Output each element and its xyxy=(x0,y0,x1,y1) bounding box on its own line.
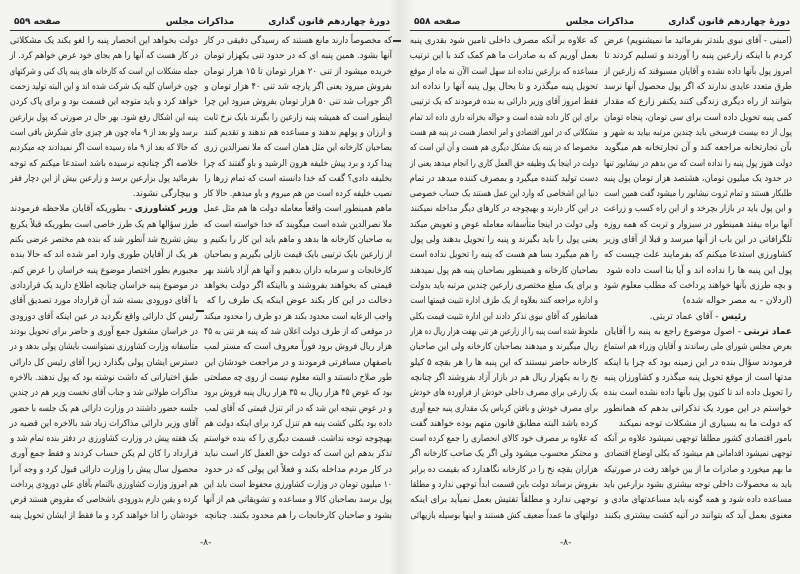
text-line xyxy=(604,312,792,323)
text-line: کارخانجات و سرمایه داران بدهیم و آنها هم آزاد باشند بهر xyxy=(203,265,392,276)
text-line: خواهد کرد و باید متوجه این قسمت بود و برای پاک کردن xyxy=(9,97,198,108)
speaker-name: وزیر کشاورزی xyxy=(134,204,198,215)
speaker-name: عماد تربتی xyxy=(743,326,792,337)
text-line: که علاوه بر آنکه مصرف داخلی تامین شود بقدری پنبه xyxy=(409,36,598,46)
text-line: پنبه این اشکال رفع شود. بهر حال در صورتی که پول بزارعین xyxy=(9,112,198,123)
text-line: ریال میگیرند و میدهند بصاحبان کارخانه ولی این صاحبان xyxy=(409,342,598,353)
text-line: آنها بشود. همین پنبه ای که در حدود تنی یکهزار تومان xyxy=(204,51,392,62)
text-line: اینطور است که همیشه پنبه زارعین را بگیرند بایک نرخ ثابت xyxy=(203,112,392,123)
text-line: برسد ولو بعد از ۹ ماه چون هر چیزی جای شکرش باقی است xyxy=(9,127,198,138)
text-line: خودشان را ادا خواهند کرد و ما فقط از ایشان تحویل پنبه xyxy=(9,510,199,521)
text-line: کشاورزی استدعا میکنم که بفرمایند علت چیست که xyxy=(603,250,792,261)
speaker-name: رئیس xyxy=(721,311,747,322)
text-line: فرمودند سؤال بنده در این زمینه بود که چرا با اینکه xyxy=(603,357,792,368)
text-line: ماهم همینطور است واقعاً معامله دولت ها هم مثل عمل xyxy=(203,204,392,215)
text-line: در کار مردم مداخله بکند و فعلاً این پولی که در حدود xyxy=(204,464,392,475)
text-line: ملحوظ شده است پنبه را از زارعین هر تنی بهفت هزار ریال ده هزار xyxy=(410,326,598,337)
text-line: در خراسان مشغول جمع آوری و حاضر برای تحویل بودند xyxy=(9,326,198,337)
text-line: واجب الرعایه است محدود بکند هر دو طرف را محدود میکند xyxy=(203,311,392,322)
session-title: دورهٔ چهاردهم قانون گذاری xyxy=(668,17,790,27)
text-line: هزاران بقچه نخ را در کارخانه نگاهدارد که بقیمت ده برابر xyxy=(409,464,598,475)
text-line: همانطور که آقای نبوی تذکر دادند این اداره تثبیت قیمت بکلی xyxy=(409,311,598,322)
text-line: خواستم در این مورد یک تذکراتی بدهم که همانطور xyxy=(603,403,792,414)
running-title: مذاکرات مجلس xyxy=(565,17,635,27)
text-line: و بچه طرزی بآنها خواهند پرداخت که مطلب معلوم شود xyxy=(603,281,792,291)
text-line: هم امروز وزارت کشاورزی بالتمام بآقای علی دورودی پرداخت xyxy=(10,480,198,491)
text-line: توجهی نمیشود اقداماتی هم میشود که بکلی اوضاع اقتصادی xyxy=(604,449,792,460)
text-column-right xyxy=(604,36,792,522)
text-line: پول از ده بیست فرسخی باید چندین مرتبه بیاید به شهر و xyxy=(603,127,792,138)
text-line: کردم با اینکه زارعین پنبه را آوردند و تسلیم کردند تا xyxy=(604,51,792,62)
text-line: که مخصوصاً دارند مانع هستند که رسیدگی دقیقی در کار xyxy=(203,36,392,46)
text-line: کمی پنبه تحویل داده است برای سی تومان، پنجاه تومان xyxy=(603,112,792,123)
text-line: توجهی ندارد و مطلقاً تفتیش بعمل نمیآید برای اینکه xyxy=(410,495,598,506)
text-line: دست تولید کننده میگیرد و بمصرف کننده میدهد در تمام xyxy=(409,173,598,184)
text-line: بهیچوجه توجه نداشت. قسمت دیگری را که بنده خواستم xyxy=(203,434,392,445)
text-line: محصول سال پیش را وزارت دارائی قبول کرد و وجه آنرا xyxy=(9,464,198,475)
text-line: طرز سؤالها هم یک طرز خاصی است بطوریکه قبلاً یکربع xyxy=(10,219,198,230)
text-line: تحویل پنبه میگذرد و تا بحال پول پنبه آنها را نداده اند xyxy=(410,81,598,92)
text-column-left xyxy=(410,36,598,522)
text-line: ۱۰ میلیون تومان در وزارت کشاورزی محفوظ است باید این xyxy=(203,480,392,491)
text-line: باید به محصولات داخلی توجه بیشتری بشود بزارعین باید xyxy=(603,480,792,491)
text-line: ملا نصرالدین شده است میگویند که خدا خواسته است که xyxy=(203,219,392,230)
text-line: بفروش برساند دولت باین قسمت ابداً توجهی ندارد و مطلقا xyxy=(410,480,598,491)
text-line: و در عوض نتیجه این شد که در اثر تنزل قیمتی که آقای لمب xyxy=(204,403,392,414)
text-line: (امینی - آقای نبوی بلندتر بفرمائید ما نمیشنویم) عرض xyxy=(604,36,792,46)
page-footer: -۸- xyxy=(200,538,212,548)
text-line: بفرمائید پول بزارعین برسد و زارعین بیش از این دچار فقر xyxy=(9,173,199,184)
text-line: تلگرافاتی در این باب از آنها میرسد و قبلا از آقای وزیر xyxy=(603,235,792,246)
text-line: و این پول باید در بازار بچرخد و از این راه کسب و زراعت xyxy=(603,204,792,215)
text-line: مذاکرات طولانی شد و جناب آقای نخست وزیر هم در چندین xyxy=(9,388,198,399)
text-line: آقای وزیر دارائی مذاکرات زیاد شد بالاخره این قضیه در xyxy=(9,418,198,429)
text-line: رئیس کل دارائی واقع نگردید در عین اینکه آقای دورودی xyxy=(9,311,199,322)
session-title: دورهٔ چهاردهم قانون گذاری xyxy=(268,17,390,27)
text-line: بآن تجارتخانه مراجعه کند و آن تجارتخانه هم میگوید xyxy=(604,143,792,154)
text-line: در حدود یک میلیون تومان، هشتصد هزار تومان پول پنبه xyxy=(603,173,792,184)
text-line: خلاصه اگر چنانچه نرسیده باشد استدعا میکنم که توجه xyxy=(9,158,198,169)
text-line: بعرض مجلس شورای ملی رساندند و آقایان وزراء هم استماع xyxy=(603,342,792,353)
text-line xyxy=(605,327,792,338)
text-line: هر یک از آقایان طوری وارد امر شده اند که حالا بنده xyxy=(10,250,198,261)
text-line: جمله مشکلات این است که کارخانه های پنبه پاک کنی و شرکتهای xyxy=(9,66,198,77)
text-line: قرارداد را کان لم یکن حساب کردند و فقط جمع آوری xyxy=(10,449,199,460)
text-line: طبق اختیاراتی که داشت نوشته بود که پول ندهند. بالاخره xyxy=(9,372,198,383)
text-line: بتوانند از راه دیگری زندگی کنند یکنفر زارع که مقدار xyxy=(603,97,792,108)
text-line: ولی دولت در اینجا متأسفانه معامله عوض و تعویض میکند xyxy=(409,219,598,230)
text-line: کرده و یقین دارم بدورودی باشخاصی که مقروض هستند قرض xyxy=(10,495,199,506)
text-line: با آقای دورودی بسته شد آن قرارداد مورد تصدیق آقای xyxy=(9,296,199,307)
text-line: به صاحبان کارخانه ها بدهد و ماهم باید این کار را بکنیم و xyxy=(203,235,392,246)
text-line: کارخانه حاضر نیستند که این پنبه ها را هر بقچه ۵ کیلو xyxy=(410,357,598,368)
text-line: (اردلان - به مصر حواله شده) xyxy=(682,296,792,307)
text-line: دولت بخواهد این انحصار پنبه را لغو بکند یک مشکلاتی xyxy=(9,36,199,46)
text-line: برای مصرف خودش و بافتن کرباس یک مقداری پنبه جمع آوری xyxy=(410,403,598,414)
text-line: نصیب خلیفه کرده است من هم میروم و باو میدهم. حالا کار xyxy=(203,189,392,200)
text-line: برای این کار داده شده است و حواله بخزانه داری داده اند تمام xyxy=(409,112,598,123)
margin-mark xyxy=(196,310,204,312)
speech-text: - آقای عماد تربتی. xyxy=(649,311,722,322)
text-line: مجبورم بطور اختصار موضوع پنبه خراسان را عرض کنم. xyxy=(9,265,198,276)
text-line: طرق متعدد عایدی ندارند که اگر پول محصول آنها نرسد xyxy=(604,81,792,92)
text-line: یعنی پول را باید بگیرند و پنبه را تحویل بدهند ولی پول xyxy=(410,235,598,246)
text-line: که حالا که بعد از ۹ ماه رسیده است اگر نمیدادند چه میکردیم xyxy=(9,143,198,154)
page-558 xyxy=(400,0,800,574)
text-line: و بیچارگی نشوند. xyxy=(132,189,198,200)
text-line: دنیا این اشخاصی که وارد این عمل هستند یک حساب خصوصی xyxy=(409,189,598,200)
text-line: اگر جوراب شد تنی ۵۰ هزار تومان بفروش میرود این چرا xyxy=(204,97,392,108)
text-line: بصاحبان کارخانه و همینطور بصاحبان پنبه هم پول نمیدهند xyxy=(410,265,598,276)
text-line: دولتهای ما عمداً ضعیف کش هستند و اینها بوسیله بازیهائی xyxy=(410,510,598,521)
page-footer: -۸- xyxy=(560,538,572,548)
text-line: در کار هست که آنها را هم بجای خود عرض خواهم کرد. از xyxy=(9,51,198,62)
text-line: دخالت در این کار بکند عوض اینکه یک طرف را که xyxy=(206,296,392,307)
text-line: و محتکر محسوب میشود ولی اگر یک صاحب کارخانه اگر xyxy=(410,449,598,460)
text-line: بود که عوض ۴۵ هزار ریال به ۳۵ هزار ریال پنبه فروش برود xyxy=(204,388,392,399)
text-line: بعمل آوریم که به صادرات ما هم کمک کند با این ترتیب xyxy=(409,51,598,62)
text-line: قیمتی که بخواهند بفروشند و بااینکه اگر دولت بخواهد xyxy=(203,281,392,291)
text-line: فقط امروز آقای وزیر دارائی به بنده فرمودند که یک ترتیبی xyxy=(410,97,598,108)
text-line: که علاوه بر مصرف خود کالای انحصاری را جمع کرده است xyxy=(409,434,598,445)
text-line: ما بهم میخورد و صادرات ما از بین خواهد رفت در صورتیکه xyxy=(603,464,792,475)
text-line: بصاحبان کارخانه این مثل همان است که ملا نصرالدین زری xyxy=(203,143,392,154)
text-line: باصفهان مسافرتی فرمودند و در مراجعت خودشان این xyxy=(204,357,392,368)
text-line: معنوی بعمل آید که بتوانند در آتیه کشت بیشتری بکنند xyxy=(604,510,792,521)
text-line: طلبکار هستند و تمام ثروت نیشابور را میشود گفت همین است xyxy=(604,189,792,200)
page-number: صفحه ۵۵۹ xyxy=(14,17,61,27)
text-line: بامور اقتصادی کشور مطلقا توجهی نمیشود علاوه بر آنکه xyxy=(603,434,792,445)
text-line: از زارعین بایک ترتیبی بایک قیمت نازلی بگیریم و بصاحبان xyxy=(204,250,392,261)
text-line: داده بود بکلی کشت پنبه هم تنزل کرد برای اینکه دولت هم xyxy=(204,418,392,429)
text-line: و اداره مراجعه کنند بعلاوه از یک طرف اداره تثبیت قیمتها است xyxy=(410,296,598,307)
text-line: دولت در اینجا یک وظیفه حق العمل کاری را انجام میدهد یعنی از xyxy=(410,158,598,169)
text-line: را تحویل داده اند تا کنون پول بآنها داده نشده است بنده xyxy=(603,388,792,399)
text-line: هزار ریال فروش برود فوراً معروف است که مستر لمب xyxy=(204,342,392,353)
text-line: پول برسد بصاحبان کالا و مساعده و تشویقاتی هم از آنها xyxy=(203,495,392,506)
text-line: یک هفته پیش در وزارت کشاورزی در دفتر بنده تمام شد و xyxy=(10,434,198,445)
text-line: که دولت ما به بسیاری از مشکلات توجه نمیکند xyxy=(618,418,792,429)
margin-mark xyxy=(393,40,401,42)
text-line: مساعده که بزارعین نداده اند سهل است الآن نه ماه از موقع xyxy=(409,66,598,77)
text-line: جلسه حضور داشتند در وزارت دارائی هم یک جلسه با حضور xyxy=(10,403,199,414)
text-line: بخلیفه دادی؟ گفت که خدا دانسته است که تمام زرها را xyxy=(204,173,392,184)
text-line: آنها براه بیفتد همینطور در سبزوار و تربت که همه روزه xyxy=(604,219,792,230)
running-title: مذاکرات مجلس xyxy=(165,17,235,27)
text-line: چون خراسان کلیه یک شرکت شده اند و این البته تولید زحمت xyxy=(10,81,199,92)
text-line: در این کار دارند و بهیچوجه در کارهای دیگر مداخله نمیکنند xyxy=(410,204,598,215)
text-line: نخ را به یکهزار ریال هم در بازار آزاد بفروشند اگر چنانچه xyxy=(410,372,598,383)
speech-text: - بطوریکه آقایان ملاحظه فرمودند xyxy=(10,204,135,215)
text-line: امروز پول بآنها داده نشده و آقایان مسبوقند که زارعین از xyxy=(603,66,792,77)
text-line: پول این پنبه ها را نداده اند و آیا بنا است داده شود xyxy=(606,265,792,276)
text-line: یک زارعی برای مصرف داخلی خودش از فراورده های خودش xyxy=(410,388,598,399)
page-header xyxy=(410,14,790,31)
text-line: بفروش میرود یعنی اگر پارچه شد تنی ۴۰ هزار تومان و xyxy=(204,81,392,92)
text-line: در موضوع پنبه خراسان چنانچه اطلاع دارید یک قراردادی xyxy=(10,281,199,291)
text-line: طور صلاح دانستند و البته معلوم نیست از روی چه مصلحتی xyxy=(204,372,392,383)
page-number: صفحه ۵۵۸ xyxy=(414,17,461,27)
text-column-left xyxy=(10,36,198,522)
text-line: دسترس ایشان پولی بگذارد زیرا آقای رئیس کل دارائی xyxy=(9,357,198,368)
text-line: پیدا کرد و برد پیش خلیفه هرون الرشید و باو گفتند که چرا xyxy=(203,158,392,169)
text-line: مشکلاتی که در امور اقتصادی و امر انحصار هست در پنبه هم هست xyxy=(410,127,598,138)
text-line: بشود و صاحبان کارخانجات را هم محدود بکنند. چنانچه xyxy=(204,510,392,521)
text-line: مدتها است از موقع تحویل پنبه میگذرد و کشاورزان پنبه xyxy=(603,372,792,383)
text-line: در موقعی که از طرف دولت اعلان شد که پنبه هر تنی به ۴۵ xyxy=(204,326,392,337)
page-header xyxy=(10,14,390,31)
text-line: و برای یک مبلغ مختصری زارعین چندین مرتبه باید بدولت xyxy=(409,281,598,291)
text-column-right xyxy=(204,36,392,522)
text-line xyxy=(10,204,198,215)
text-line: و ارزان و پولهم ندهند و مساعده هم ندهند و تقدیم کنند xyxy=(204,127,392,138)
speech-text: - اصول موضوع راجع به پنبه را آقایان xyxy=(604,326,744,337)
text-line: مخصوصا که در پنبه یک مشکل دیگری هم هست و آن این است که xyxy=(409,143,598,154)
text-line: خریده میشود از تنی ۲۰ هزار تومان تا ۱۵ هزار تومان xyxy=(203,66,392,77)
text-line: کرده باشد البته مطابق قانون متهم بوده خواهند گفت xyxy=(410,418,598,429)
text-line: را هم میگیرد بسا هم هست که پنبه را تحویل نداده است xyxy=(409,250,598,261)
text-line: دولت هنوز پول پنبه را نداده است که من بدهم در نیشابور تنها xyxy=(603,158,792,169)
text-line: مساعده داده شود و همه گونه باید مساعدتهای مادی و xyxy=(604,495,792,506)
text-line: تذکر بدهم این است که دولت حق العمل کار است نباید xyxy=(204,449,392,460)
text-line: متأسفانه وزارت کشاورزی نمیتوانست بایشان پولی بدهد و در xyxy=(9,342,198,353)
text-line: بیش تشریح شد آنطور شد که بنده هم مختصر عرضی بکنم xyxy=(9,235,198,246)
